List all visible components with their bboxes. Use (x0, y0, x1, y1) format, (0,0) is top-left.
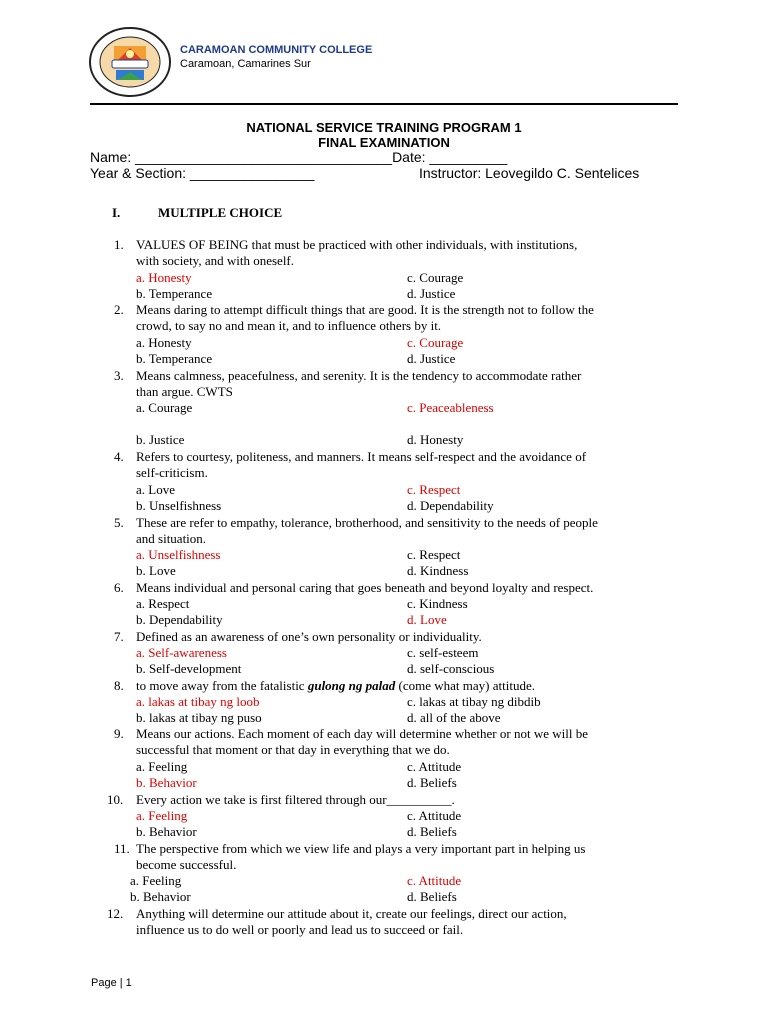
college-seal-logo (88, 26, 172, 98)
section-number: I. (112, 205, 121, 220)
question-number: 8. (114, 678, 124, 693)
question-text: VALUES OF BEING that must be practiced with other individuals, with institutions, (136, 237, 578, 252)
college-address: Caramoan, Camarines Sur (180, 58, 311, 70)
choice-c: c. Attitude (407, 759, 462, 774)
choice-a: a. Love (136, 482, 175, 497)
choice-b: b. Justice (136, 432, 185, 447)
question-text: Defined as an awareness of one’s own personality or individuality. (136, 629, 482, 644)
choice-b: b. Behavior (136, 775, 197, 790)
instructor-line: Instructor: Leovegildo C. Sentelices (419, 165, 640, 181)
choice-d: d. Kindness (407, 563, 469, 578)
choice-b: b. Temperance (136, 351, 213, 366)
question-text: influence us to do well or poorly and lead us to succeed or fail. (136, 922, 464, 937)
choice-b: b. Dependability (136, 612, 223, 627)
question-text: than argue. CWTS (136, 384, 233, 399)
choice-d: d. Justice (407, 286, 456, 301)
choice-a: a. Respect (136, 596, 190, 611)
choice-a: a. Self-awareness (136, 645, 227, 660)
choice-b: b. Behavior (130, 889, 191, 904)
question-number: 2. (114, 302, 124, 317)
choice-c: c. self-esteem (407, 645, 479, 660)
choice-a: a. Feeling (136, 808, 188, 823)
year-section-line: Year & Section: ________________ (90, 165, 315, 181)
choice-b: b. Unselfishness (136, 498, 222, 513)
choice-b: b. Behavior (136, 824, 197, 839)
choice-c: c. Kindness (407, 596, 468, 611)
question-text (136, 678, 535, 694)
question-text: self-criticism. (136, 465, 208, 480)
choice-a: a. Courage (136, 400, 193, 415)
choice-c: c. Courage (407, 335, 464, 350)
choice-c: c. Respect (407, 547, 461, 562)
choice-d: d. all of the above (407, 710, 501, 725)
choice-d: d. Beliefs (407, 889, 457, 904)
choice-a: a. Unselfishness (136, 547, 221, 562)
choice-c: c. Courage (407, 270, 464, 285)
question-number: 1. (114, 237, 124, 252)
question-text: Means daring to attempt difficult things that are good. It is the strength not to follow the (136, 302, 594, 317)
question-text-part: (come what may) attitude. (395, 678, 535, 693)
choice-a: a. Feeling (136, 759, 188, 774)
choice-c: c. Attitude (407, 873, 462, 888)
exam-title: NATIONAL SERVICE TRAINING PROGRAM 1 (246, 120, 522, 135)
question-text: Means calmness, peacefulness, and serenity. It is the tendency to accommodate rather (136, 368, 582, 383)
question-text: Anything will determine our attitude about it, create our feelings, direct our action, (136, 906, 567, 921)
choice-b: b. Self-development (136, 661, 242, 676)
header-divider (90, 103, 678, 105)
page-number: Page | 1 (91, 977, 132, 989)
choice-b: b. Love (136, 563, 176, 578)
choice-a: a. Honesty (136, 335, 192, 350)
question-text: The perspective from which we view life and plays a very important part in helping us (136, 841, 586, 856)
choice-b: b. Temperance (136, 286, 213, 301)
question-number: 9. (114, 726, 124, 741)
question-text: These are refer to empathy, tolerance, brotherhood, and sensitivity to the needs of people (136, 515, 598, 530)
question-text: and situation. (136, 531, 207, 546)
choice-c: c. Respect (407, 482, 461, 497)
question-number: 5. (114, 515, 124, 530)
question-number: 4. (114, 449, 124, 464)
question-number: 6. (114, 580, 124, 595)
name-date-line: Name: _________________________________Date: __________ (90, 149, 508, 165)
question-number: 3. (114, 368, 124, 383)
choice-a: a. lakas at tibay ng loob (136, 694, 260, 709)
choice-c: c. lakas at tibay ng dibdib (407, 694, 541, 709)
choice-c: c. Attitude (407, 808, 462, 823)
question-text: with society, and with oneself. (136, 253, 295, 268)
exam-subtitle: FINAL EXAMINATION (318, 135, 450, 150)
question-text: Every action we take is first filtered through our__________. (136, 792, 455, 807)
question-text: successful that moment or that day in everything that we do. (136, 742, 450, 757)
choice-d: d. self-conscious (407, 661, 495, 676)
choice-d: d. Love (407, 612, 447, 627)
choice-d: d. Beliefs (407, 775, 457, 790)
choice-a: a. Honesty (136, 270, 192, 285)
question-text: crowd, to say no and mean it, and to influence others by it. (136, 318, 442, 333)
choice-d: d. Honesty (407, 432, 464, 447)
question-text: Means individual and personal caring that goes beneath and beyond loyalty and respect. (136, 580, 594, 595)
choice-b: b. lakas at tibay ng puso (136, 710, 262, 725)
question-text: become successful. (136, 857, 237, 872)
question-number: 12. (107, 906, 124, 921)
choice-d: d. Beliefs (407, 824, 457, 839)
question-text-part: to move away from the fatalistic (136, 678, 308, 693)
question-text: Refers to courtesy, politeness, and manners. It means self-respect and the avoidance of (136, 449, 587, 464)
college-name: CARAMOAN COMMUNITY COLLEGE (180, 44, 373, 56)
question-number: 11. (114, 841, 130, 856)
choice-d: d. Dependability (407, 498, 494, 513)
question-number: 7. (114, 629, 124, 644)
question-emphasis: gulong ng palad (307, 678, 396, 693)
college-header (180, 44, 372, 71)
choice-d: d. Justice (407, 351, 456, 366)
choice-a: a. Feeling (130, 873, 182, 888)
question-text: Means our actions. Each moment of each day will determine whether or not we will be (136, 726, 588, 741)
section-title: MULTIPLE CHOICE (158, 205, 283, 220)
question-number: 10. (107, 792, 124, 807)
choice-c: c. Peaceableness (407, 400, 494, 415)
